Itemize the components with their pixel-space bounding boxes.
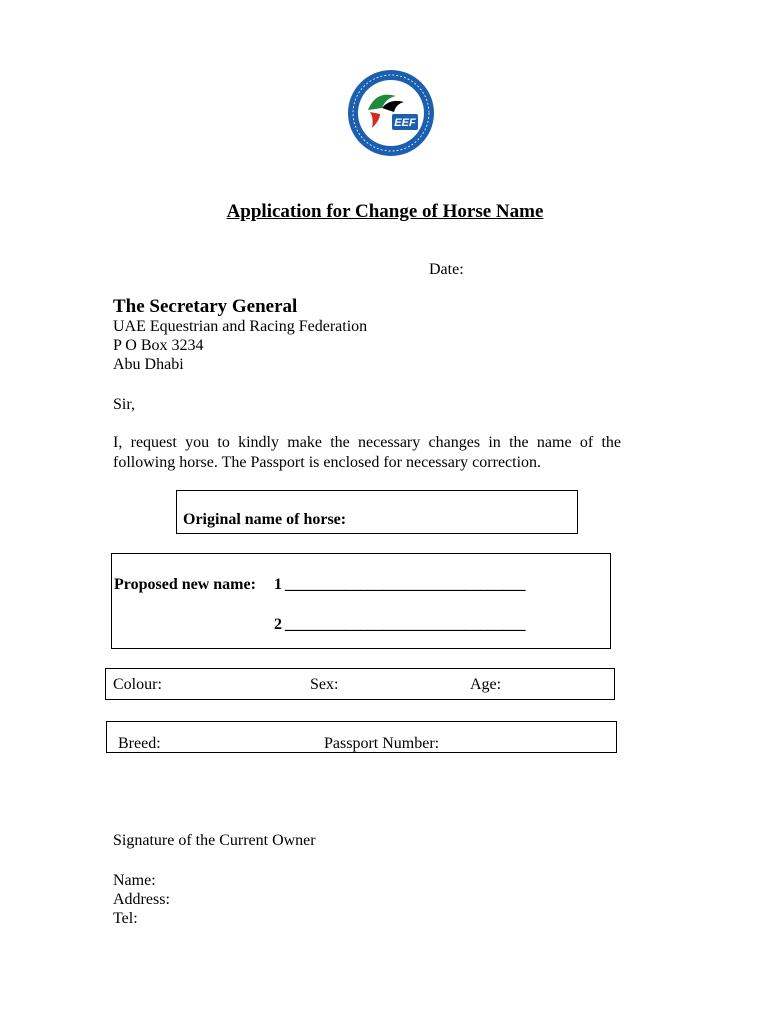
proposed-name-line-2[interactable]: 2 ________________________________ <box>274 616 525 633</box>
recipient-address-line: Abu Dhabi <box>113 356 184 373</box>
colour-label: Colour: <box>113 676 162 693</box>
sex-label: Sex: <box>310 676 339 693</box>
colour-sex-age-box <box>105 668 615 700</box>
proposed-name-line-1[interactable]: 1 ________________________________ <box>274 576 525 593</box>
recipient-address-line: P O Box 3234 <box>113 337 204 354</box>
breed-passport-box <box>106 721 617 753</box>
request-paragraph: I, request you to kindly make the necessary changes in the name of the following horse. The Passport is enclosed for necessary correction. <box>113 434 621 471</box>
owner-name-label: Name: <box>113 872 156 889</box>
original-name-label: Original name of horse: <box>183 511 347 528</box>
date-label: Date: <box>429 261 464 278</box>
proposed-name-label: Proposed new name: <box>114 576 256 593</box>
owner-tel-label: Tel: <box>113 910 138 927</box>
page-title: Application for Change of Horse Name <box>226 201 544 222</box>
original-name-box <box>176 490 578 534</box>
recipient-address-line: UAE Equestrian and Racing Federation <box>113 318 368 335</box>
logo-text: EEF <box>394 117 416 129</box>
recipient-title: The Secretary General <box>113 296 298 317</box>
signature-label: Signature of the Current Owner <box>113 832 316 849</box>
proposed-name-box <box>111 553 611 649</box>
salutation: Sir, <box>113 396 136 413</box>
eef-logo <box>346 68 436 158</box>
owner-address-label: Address: <box>113 891 170 908</box>
breed-label: Breed: <box>118 735 161 752</box>
age-label: Age: <box>470 676 502 693</box>
passport-number-label: Passport Number: <box>324 735 440 752</box>
